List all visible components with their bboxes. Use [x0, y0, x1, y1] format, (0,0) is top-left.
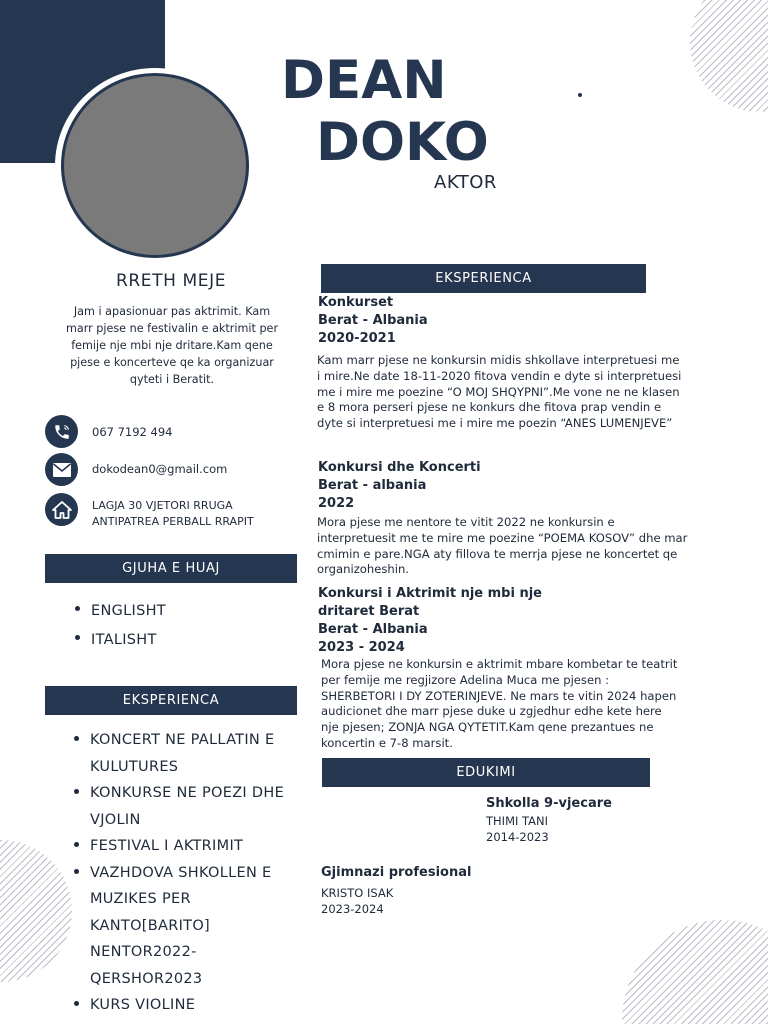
experience-heading: EKSPERIENCA	[321, 264, 646, 293]
experience-name: Konkursi dhe Koncerti	[318, 460, 481, 475]
hatched-circle-decoration	[0, 840, 72, 982]
experience-name: Konkursi i Aktrimit nje mbi nje dritaret Berat	[318, 586, 542, 619]
left-experience-heading: EKSPERIENCA	[45, 686, 297, 715]
experience-entry-header	[318, 585, 648, 657]
experience-name: Konkurset	[318, 295, 394, 310]
left-experience-list	[74, 727, 294, 1019]
languages-heading: GJUHA E HUAJ	[45, 554, 297, 583]
about-text: Jam i apasionuar pas aktrimit. Kam marr pjese ne festivalin e aktrimit per femije nje mbi nje dritare.Kam qene pjese e koncerteve qe ka organizuar qyteti i Beratit.	[65, 305, 279, 386]
experience-description: Mora pjese me nentore te vitit 2022 ne konkursin e interpretuesit me te mire me poezine “POEMA KOSOV” dhe mar cmimin e pare.NGA aty fillova te merrja pjese ne koncertet qe organizoheshin.	[317, 515, 688, 577]
hatched-circle-decoration	[690, 0, 768, 112]
experience-entry-header	[318, 459, 648, 513]
education-school: THIMI TANI	[486, 814, 549, 828]
name-first: DEAN	[281, 50, 447, 111]
education-heading: EDUKIMI	[322, 758, 650, 787]
education-title: Gjimnazi profesional	[321, 865, 472, 880]
home-icon	[45, 493, 78, 526]
experience-years: 2023 - 2024	[318, 640, 405, 655]
education-years: 2014-2023	[486, 830, 549, 844]
experience-description: Mora pjese ne konkursin e aktrimit mbare kombetar te teatrit per femije me regjizore Adelina Muca me pjesen : SHERBETORI I DY ZOTERINJEVE. Ne mars te vitin 2024 hapen audicionet dhe marr pjese duke u zgjedhur edhe kete here nje pjesen; ZONJA NGA QYTETIT.Kam qene prezantues ne koncertin e 7-8 marsit.	[321, 657, 678, 750]
job-title: AKTOR	[434, 172, 497, 193]
phone-number: 067 7192 494	[92, 425, 173, 439]
experience-place: Berat - Albania	[318, 622, 428, 637]
list-item: FESTIVAL I AKTRIMIT	[74, 833, 294, 860]
hatched-circle-decoration	[622, 920, 768, 1024]
experience-years: 2020-2021	[318, 331, 396, 346]
about-heading: RRETH MEJE	[115, 271, 227, 291]
list-item: KURS VIOLINE	[74, 992, 294, 1019]
address-line: ANTIPATREA PERBALL RRAPIT	[92, 515, 254, 528]
list-item: ITALISHT	[75, 626, 295, 655]
education-school: KRISTO ISAK	[321, 886, 394, 900]
decorative-dot	[578, 93, 582, 97]
list-item: VAZHDOVA SHKOLLEN E MUZIKES PER KANTO[BARITO] NENTOR2022-QERSHOR2023	[74, 860, 294, 993]
experience-entry-header	[318, 294, 648, 348]
list-item: KONCERT NE PALLATIN E KULUTURES	[74, 727, 294, 780]
experience-place: Berat - albania	[318, 478, 427, 493]
experience-years: 2022	[318, 496, 355, 511]
name-last: DOKO	[316, 112, 489, 173]
address	[92, 498, 297, 530]
list-item: KONKURSE NE POEZI DHE VJOLIN	[74, 780, 294, 833]
phone-icon	[45, 415, 78, 448]
profile-photo	[61, 73, 249, 258]
experience-place: Berat - Albania	[318, 313, 428, 328]
email-address: dokodean0@gmail.com	[92, 462, 228, 476]
list-item: ENGLISHT	[75, 597, 295, 626]
languages-list	[75, 597, 295, 655]
email-icon	[45, 453, 78, 486]
education-title: Shkolla 9-vjecare	[486, 796, 612, 811]
address-line: LAGJA 30 VJETORI RRUGA	[92, 499, 233, 512]
experience-description: Kam marr pjese ne konkursin midis shkollave interpretuesi me i mire.Ne date 18-11-2020 fitova vendin e dyte si interpretuesi me i mire me poezine “O MOJ SHQYPNI”.Me vone ne ne klasen e 8 mora perseri pjese ne konkurs dhe fitova prap vendin e dyte si interpretuesi me i mire me poezin “ANES LUMENJEVE”	[317, 353, 682, 431]
education-years: 2023-2024	[321, 902, 384, 916]
